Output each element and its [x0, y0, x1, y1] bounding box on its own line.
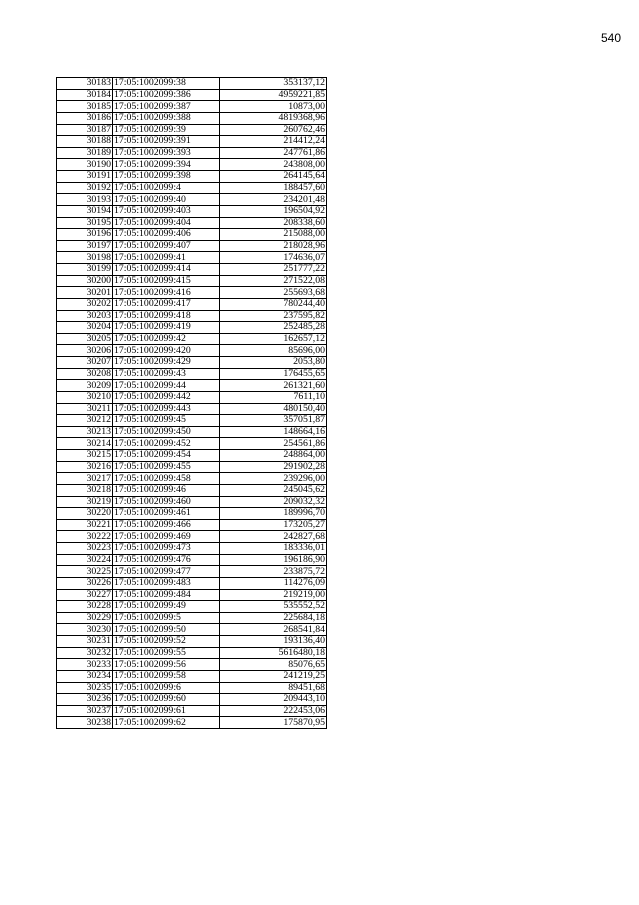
cadastral-number-cell: 17:05:1002099:42	[113, 333, 220, 345]
table-row	[57, 310, 327, 322]
cadastral-value-cell: 162657,12	[220, 333, 327, 345]
cadastral-value-cell: 225684,18	[220, 612, 327, 624]
table-row	[57, 182, 327, 194]
cadastral-number-cell: 17:05:1002099:58	[113, 670, 220, 682]
row-number-cell: 30196	[57, 229, 113, 241]
row-number-cell: 30211	[57, 403, 113, 415]
row-number-cell: 30203	[57, 310, 113, 322]
table-row	[57, 136, 327, 148]
cadastral-value-cell: 222453,06	[220, 705, 327, 717]
cadastral-value-cell: 188457,60	[220, 182, 327, 194]
cadastral-value-cell: 85076,65	[220, 659, 327, 671]
row-number-cell: 30227	[57, 589, 113, 601]
table-row	[57, 717, 327, 729]
table-row	[57, 159, 327, 171]
cadastral-value-cell: 193136,40	[220, 636, 327, 648]
cadastral-number-cell: 17:05:1002099:419	[113, 322, 220, 334]
row-number-cell: 30237	[57, 705, 113, 717]
cadastral-value-cell: 89451,68	[220, 682, 327, 694]
row-number-cell: 30231	[57, 636, 113, 648]
table-row	[57, 124, 327, 136]
cadastral-value-cell: 357051,87	[220, 415, 327, 427]
row-number-cell: 30214	[57, 438, 113, 450]
cadastral-value-cell: 148664,16	[220, 426, 327, 438]
cadastral-value-cell: 247761,86	[220, 147, 327, 159]
cadastral-number-cell: 17:05:1002099:476	[113, 554, 220, 566]
cadastral-value-cell: 255693,68	[220, 287, 327, 299]
row-number-cell: 30204	[57, 322, 113, 334]
table-body	[57, 78, 327, 729]
row-number-cell: 30199	[57, 264, 113, 276]
table-row	[57, 484, 327, 496]
table-row	[57, 577, 327, 589]
cadastral-number-cell: 17:05:1002099:429	[113, 357, 220, 369]
cadastral-number-cell: 17:05:1002099:52	[113, 636, 220, 648]
table-row	[57, 473, 327, 485]
table-row	[57, 345, 327, 357]
table-row	[57, 682, 327, 694]
table-row	[57, 508, 327, 520]
row-number-cell: 30216	[57, 461, 113, 473]
cadastral-value-cell: 189996,70	[220, 508, 327, 520]
cadastral-number-cell: 17:05:1002099:416	[113, 287, 220, 299]
cadastral-number-cell: 17:05:1002099:443	[113, 403, 220, 415]
cadastral-value-cell: 251777,22	[220, 264, 327, 276]
table-row	[57, 496, 327, 508]
table-row	[57, 519, 327, 531]
table-row	[57, 647, 327, 659]
cadastral-number-cell: 17:05:1002099:469	[113, 531, 220, 543]
row-number-cell: 30233	[57, 659, 113, 671]
table-row	[57, 264, 327, 276]
table-row	[57, 554, 327, 566]
table-row	[57, 670, 327, 682]
row-number-cell: 30202	[57, 298, 113, 310]
cadastral-number-cell: 17:05:1002099:403	[113, 205, 220, 217]
cadastral-number-cell: 17:05:1002099:455	[113, 461, 220, 473]
cadastral-number-cell: 17:05:1002099:41	[113, 252, 220, 264]
cadastral-number-cell: 17:05:1002099:43	[113, 368, 220, 380]
cadastral-value-cell: 243808,00	[220, 159, 327, 171]
cadastral-number-cell: 17:05:1002099:407	[113, 240, 220, 252]
cadastral-number-cell: 17:05:1002099:46	[113, 484, 220, 496]
cadastral-value-cell: 260762,46	[220, 124, 327, 136]
cadastral-value-cell: 2053,80	[220, 357, 327, 369]
cadastral-number-cell: 17:05:1002099:484	[113, 589, 220, 601]
table-row	[57, 101, 327, 113]
cadastral-value-cell: 264145,64	[220, 171, 327, 183]
table-row	[57, 252, 327, 264]
row-number-cell: 30193	[57, 194, 113, 206]
cadastral-number-cell: 17:05:1002099:406	[113, 229, 220, 241]
row-number-cell: 30232	[57, 647, 113, 659]
row-number-cell: 30206	[57, 345, 113, 357]
cadastral-value-cell: 10873,00	[220, 101, 327, 113]
table-row	[57, 624, 327, 636]
cadastral-value-cell: 535552,52	[220, 601, 327, 613]
cadastral-number-cell: 17:05:1002099:394	[113, 159, 220, 171]
cadastral-number-cell: 17:05:1002099:458	[113, 473, 220, 485]
row-number-cell: 30222	[57, 531, 113, 543]
table-row	[57, 566, 327, 578]
cadastral-value-cell: 239296,00	[220, 473, 327, 485]
cadastral-number-cell: 17:05:1002099:391	[113, 136, 220, 148]
row-number-cell: 30229	[57, 612, 113, 624]
table-row	[57, 112, 327, 124]
row-number-cell: 30218	[57, 484, 113, 496]
cadastral-number-cell: 17:05:1002099:420	[113, 345, 220, 357]
table-row	[57, 368, 327, 380]
row-number-cell: 30184	[57, 89, 113, 101]
row-number-cell: 30220	[57, 508, 113, 520]
row-number-cell: 30186	[57, 112, 113, 124]
row-number-cell: 30198	[57, 252, 113, 264]
table-row	[57, 612, 327, 624]
table-row	[57, 705, 327, 717]
table-row	[57, 194, 327, 206]
cadastral-number-cell: 17:05:1002099:6	[113, 682, 220, 694]
cadastral-number-cell: 17:05:1002099:387	[113, 101, 220, 113]
cadastral-value-cell: 248864,00	[220, 450, 327, 462]
table-row	[57, 229, 327, 241]
row-number-cell: 30192	[57, 182, 113, 194]
cadastral-number-cell: 17:05:1002099:62	[113, 717, 220, 729]
cadastral-number-cell: 17:05:1002099:404	[113, 217, 220, 229]
cadastral-number-cell: 17:05:1002099:418	[113, 310, 220, 322]
table-row	[57, 438, 327, 450]
row-number-cell: 30223	[57, 543, 113, 555]
cadastral-value-cell: 245045,62	[220, 484, 327, 496]
cadastral-number-cell: 17:05:1002099:398	[113, 171, 220, 183]
cadastral-number-cell: 17:05:1002099:61	[113, 705, 220, 717]
cadastral-value-cell: 196504,92	[220, 205, 327, 217]
cadastral-value-cell: 254561,86	[220, 438, 327, 450]
row-number-cell: 30201	[57, 287, 113, 299]
cadastral-value-cell: 174636,07	[220, 252, 327, 264]
row-number-cell: 30207	[57, 357, 113, 369]
cadastral-value-cell: 218028,96	[220, 240, 327, 252]
table-row	[57, 426, 327, 438]
row-number-cell: 30234	[57, 670, 113, 682]
row-number-cell: 30217	[57, 473, 113, 485]
cadastral-number-cell: 17:05:1002099:56	[113, 659, 220, 671]
cadastral-value-cell: 241219,25	[220, 670, 327, 682]
cadastral-number-cell: 17:05:1002099:393	[113, 147, 220, 159]
cadastral-number-cell: 17:05:1002099:483	[113, 577, 220, 589]
cadastral-number-cell: 17:05:1002099:60	[113, 694, 220, 706]
cadastral-number-cell: 17:05:1002099:477	[113, 566, 220, 578]
table-row	[57, 694, 327, 706]
cadastral-number-cell: 17:05:1002099:40	[113, 194, 220, 206]
cadastral-number-cell: 17:05:1002099:452	[113, 438, 220, 450]
row-number-cell: 30197	[57, 240, 113, 252]
row-number-cell: 30195	[57, 217, 113, 229]
row-number-cell: 30200	[57, 275, 113, 287]
cadastral-number-cell: 17:05:1002099:386	[113, 89, 220, 101]
table-row	[57, 78, 327, 90]
table-row	[57, 322, 327, 334]
row-number-cell: 30205	[57, 333, 113, 345]
table-row	[57, 380, 327, 392]
cadastral-number-cell: 17:05:1002099:388	[113, 112, 220, 124]
table-row	[57, 240, 327, 252]
row-number-cell: 30188	[57, 136, 113, 148]
cadastral-value-cell: 176455,65	[220, 368, 327, 380]
cadastral-value-cell: 219219,00	[220, 589, 327, 601]
cadastral-value-cell: 291902,28	[220, 461, 327, 473]
table-row	[57, 89, 327, 101]
cadastral-value-cell: 215088,00	[220, 229, 327, 241]
row-number-cell: 30235	[57, 682, 113, 694]
cadastral-value-cell: 85696,00	[220, 345, 327, 357]
cadastral-value-cell: 183336,01	[220, 543, 327, 555]
table-row	[57, 589, 327, 601]
row-number-cell: 30224	[57, 554, 113, 566]
cadastral-number-cell: 17:05:1002099:466	[113, 519, 220, 531]
row-number-cell: 30189	[57, 147, 113, 159]
cadastral-number-cell: 17:05:1002099:473	[113, 543, 220, 555]
cadastral-number-cell: 17:05:1002099:5	[113, 612, 220, 624]
cadastral-value-cell: 175870,95	[220, 717, 327, 729]
cadastral-number-cell: 17:05:1002099:44	[113, 380, 220, 392]
table-row	[57, 287, 327, 299]
cadastral-value-cell: 237595,82	[220, 310, 327, 322]
cadastral-value-cell: 252485,28	[220, 322, 327, 334]
table-row	[57, 333, 327, 345]
cadastral-value-cell: 261321,60	[220, 380, 327, 392]
cadastral-value-cell: 114276,09	[220, 577, 327, 589]
row-number-cell: 30191	[57, 171, 113, 183]
cadastral-number-cell: 17:05:1002099:460	[113, 496, 220, 508]
table-row	[57, 171, 327, 183]
cadastral-number-cell: 17:05:1002099:417	[113, 298, 220, 310]
row-number-cell: 30221	[57, 519, 113, 531]
cadastral-value-cell: 208338,60	[220, 217, 327, 229]
cadastral-number-cell: 17:05:1002099:442	[113, 391, 220, 403]
table-row	[57, 357, 327, 369]
row-number-cell: 30230	[57, 624, 113, 636]
cadastral-value-cell: 242827,68	[220, 531, 327, 543]
row-number-cell: 30228	[57, 601, 113, 613]
row-number-cell: 30187	[57, 124, 113, 136]
row-number-cell: 30183	[57, 78, 113, 90]
page-number: 540	[600, 31, 621, 45]
cadastral-number-cell: 17:05:1002099:454	[113, 450, 220, 462]
cadastral-value-cell: 209032,32	[220, 496, 327, 508]
table-row	[57, 403, 327, 415]
cadastral-value-cell: 209443,10	[220, 694, 327, 706]
row-number-cell: 30212	[57, 415, 113, 427]
cadastral-value-table	[56, 77, 327, 729]
cadastral-number-cell: 17:05:1002099:50	[113, 624, 220, 636]
row-number-cell: 30238	[57, 717, 113, 729]
row-number-cell: 30213	[57, 426, 113, 438]
row-number-cell: 30226	[57, 577, 113, 589]
cadastral-value-cell: 353137,12	[220, 78, 327, 90]
table-row	[57, 659, 327, 671]
cadastral-value-cell: 214412,24	[220, 136, 327, 148]
table-row	[57, 450, 327, 462]
cadastral-value-cell: 173205,27	[220, 519, 327, 531]
row-number-cell: 30209	[57, 380, 113, 392]
table-row	[57, 601, 327, 613]
cadastral-value-cell: 5616480,18	[220, 647, 327, 659]
cadastral-number-cell: 17:05:1002099:49	[113, 601, 220, 613]
cadastral-value-cell: 780244,40	[220, 298, 327, 310]
row-number-cell: 30215	[57, 450, 113, 462]
row-number-cell: 30210	[57, 391, 113, 403]
cadastral-value-cell: 7611,10	[220, 391, 327, 403]
table-row	[57, 636, 327, 648]
cadastral-number-cell: 17:05:1002099:55	[113, 647, 220, 659]
row-number-cell: 30236	[57, 694, 113, 706]
cadastral-number-cell: 17:05:1002099:461	[113, 508, 220, 520]
table-row	[57, 415, 327, 427]
table-row	[57, 461, 327, 473]
cadastral-value-cell: 233875,72	[220, 566, 327, 578]
cadastral-number-cell: 17:05:1002099:450	[113, 426, 220, 438]
cadastral-number-cell: 17:05:1002099:4	[113, 182, 220, 194]
row-number-cell: 30225	[57, 566, 113, 578]
cadastral-number-cell: 17:05:1002099:39	[113, 124, 220, 136]
row-number-cell: 30185	[57, 101, 113, 113]
cadastral-value-cell: 4959221,85	[220, 89, 327, 101]
table-row	[57, 275, 327, 287]
row-number-cell: 30194	[57, 205, 113, 217]
table-row	[57, 217, 327, 229]
cadastral-number-cell: 17:05:1002099:38	[113, 78, 220, 90]
cadastral-number-cell: 17:05:1002099:414	[113, 264, 220, 276]
cadastral-value-cell: 234201,48	[220, 194, 327, 206]
table-row	[57, 391, 327, 403]
table-row	[57, 205, 327, 217]
cadastral-value-cell: 480150,40	[220, 403, 327, 415]
cadastral-value-cell: 4819368,96	[220, 112, 327, 124]
table-row	[57, 543, 327, 555]
row-number-cell: 30219	[57, 496, 113, 508]
cadastral-value-cell: 196186,90	[220, 554, 327, 566]
table-row	[57, 298, 327, 310]
cadastral-value-cell: 271522,08	[220, 275, 327, 287]
row-number-cell: 30190	[57, 159, 113, 171]
cadastral-value-cell: 268541,84	[220, 624, 327, 636]
table-row	[57, 531, 327, 543]
table-row	[57, 147, 327, 159]
cadastral-number-cell: 17:05:1002099:415	[113, 275, 220, 287]
cadastral-number-cell: 17:05:1002099:45	[113, 415, 220, 427]
row-number-cell: 30208	[57, 368, 113, 380]
